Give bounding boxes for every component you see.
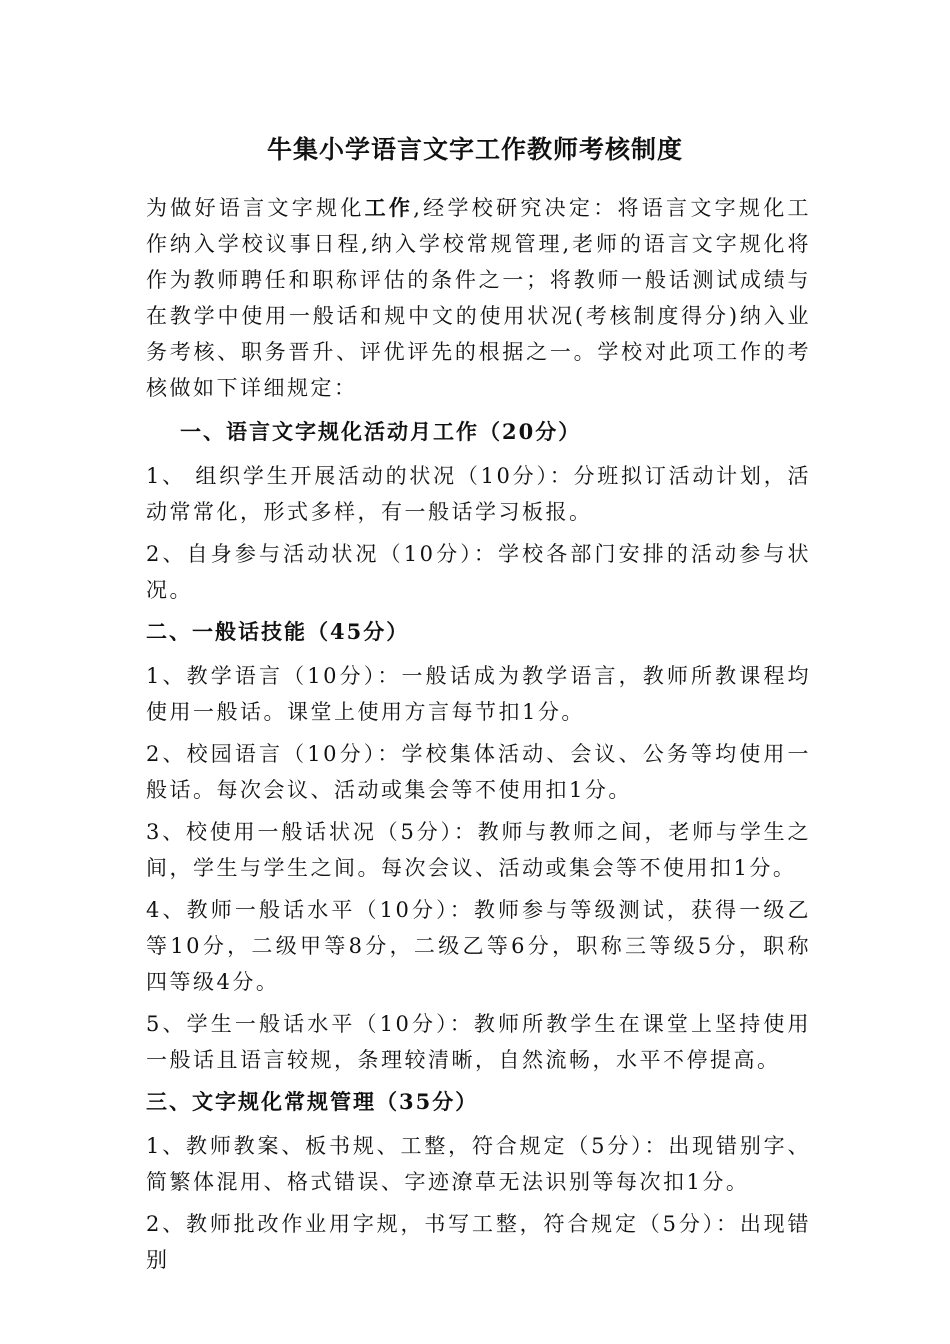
document-body — [146, 190, 811, 1284]
section-2-heading: 二、一般话技能（45分） — [146, 619, 410, 644]
section-2-item-4: 4、教师一般话水平（10分）：教师参与等级测试，获得一级乙等10分，二级甲等8分，二级乙等6分，职称三等级5分，职称四等级4分。 — [146, 898, 811, 994]
section-2-item-2: 2、校园语言（10分）：学校集体活动、会议、公务等均使用一般话。每次会议、活动或集会等不使用扣1分。 — [146, 742, 811, 802]
section-1-item-1: 1、 组织学生开展活动的状况（10分）：分班拟订活动计划，活动常常化，形式多样，有一般话学习板报。 — [146, 464, 811, 524]
intro-text-part3: ,经学校研究决定：将语言文字规化工作纳入学校议事日程,纳入学校常规管理,老师的语言文字规化将作为教师聘任和职称评估的条件之一；将教师一般话测试成绩与在教学中使用一般话和规中文的使用状况(考核制度得分)纳入业务考核、职务晋升、评优评先的根据之一。学校对此项工作的考核做如下详细规定： — [146, 196, 812, 400]
section-2-item-5: 5、学生一般话水平（10分）：教师所教学生在课堂上坚持使用一般话且语言较规，条理较清晰，自然流畅，水平不停提高。 — [146, 1012, 811, 1072]
intro-text-bold: 工作 — [364, 195, 414, 220]
section-1-heading: 一、语言文字规化活动月工作（20分） — [180, 419, 582, 444]
intro-text-part1: 为做好语言文字规化 — [146, 196, 365, 220]
section-3-item-2: 2、教师批改作业用字规，书写工整，符合规定（5分）：出现错别 — [146, 1212, 811, 1272]
section-3-heading: 三、文字规化常规管理（35分） — [146, 1089, 479, 1114]
section-3-item-1: 1、教师教案、板书规、工整，符合规定（5分）：出现错别字、简繁体混用、格式错误、字迹潦草无法识别等每次扣1分。 — [146, 1134, 811, 1194]
section-1-item-2: 2、自身参与活动状况（10分）：学校各部门安排的活动参与状况。 — [146, 542, 811, 602]
section-2-item-3: 3、校使用一般话状况（5分）：教师与教师之间，老师与学生之间，学生与学生之间。每次会议、活动或集会等不使用扣1分。 — [146, 820, 811, 880]
intro-paragraph — [146, 190, 811, 406]
document-title: 牛集小学语言文字工作教师考核制度 — [266, 135, 683, 164]
section-2-item-1: 1、教学语言（10分）：一般话成为教学语言，教师所教课程均使用一般话。课堂上使用方言每节扣1分。 — [146, 664, 811, 724]
